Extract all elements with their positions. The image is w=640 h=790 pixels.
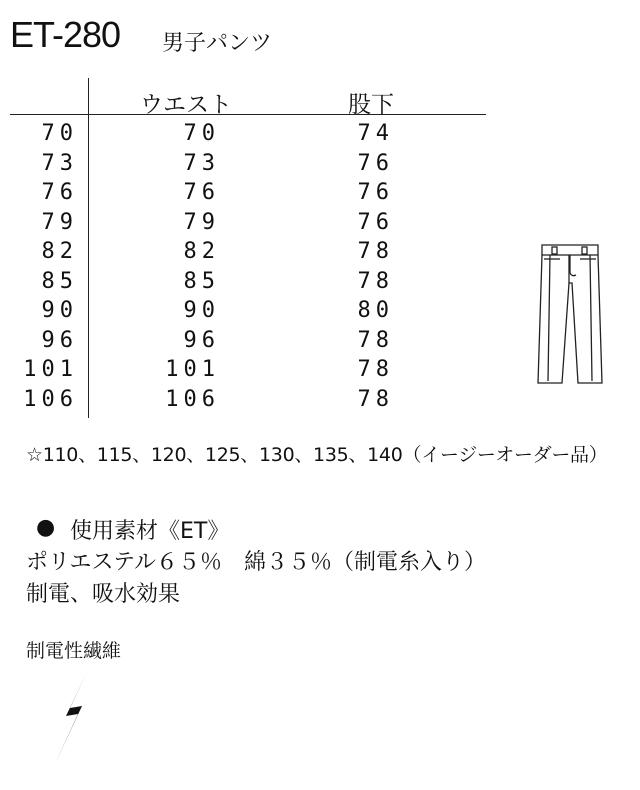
waist-cell: 101 <box>165 357 220 382</box>
extra-sizes-note: ☆110、115、120、125、130、135、140（イージーオーダー品） <box>26 444 608 466</box>
bullet: ● <box>36 515 56 540</box>
inseam-cell: 76 <box>357 150 394 176</box>
material-composition: ポリエステル６５％ 綿３５％（制電糸入り） <box>26 550 487 575</box>
size-cell: 76 <box>41 180 78 205</box>
column-header-inseam: 股下 <box>348 92 394 118</box>
size-cell: 73 <box>41 150 78 176</box>
waist-cell: 82 <box>183 239 220 264</box>
inseam-cell: 78 <box>357 386 394 412</box>
waist-cell: 85 <box>183 268 220 294</box>
size-cell: 70 <box>41 121 78 146</box>
waist-cell: 96 <box>183 327 220 353</box>
inseam-cell: 78 <box>357 357 394 382</box>
size-cell: 82 <box>41 239 78 264</box>
material-features: 制電、吸水効果 <box>26 582 181 607</box>
inseam-cell: 78 <box>357 268 394 294</box>
table-column-divider <box>88 78 89 418</box>
waist-cell: 90 <box>183 298 220 323</box>
waist-cell: 106 <box>165 386 220 412</box>
inseam-cell: 78 <box>357 239 394 264</box>
size-cell: 96 <box>41 327 78 353</box>
table-header-divider <box>10 114 486 115</box>
size-cell: 106 <box>23 386 78 412</box>
waist-cell: 76 <box>183 180 220 205</box>
inseam-cell: 74 <box>357 121 394 146</box>
size-cell: 90 <box>41 298 78 323</box>
material-title: 使用素材《ET》 <box>70 519 230 544</box>
antistatic-label: 制電性繊維 <box>26 640 122 662</box>
size-cell: 85 <box>41 268 78 294</box>
inseam-cell: 78 <box>357 327 394 353</box>
inseam-cell: 76 <box>357 209 394 235</box>
column-header-waist: ウエスト <box>140 92 232 118</box>
lightning-bolt-icon <box>48 668 104 768</box>
waist-cell: 73 <box>183 150 220 176</box>
inseam-cell: 80 <box>357 298 394 323</box>
size-cell: 79 <box>41 209 78 235</box>
product-type: 男子パンツ <box>162 31 273 56</box>
inseam-cell: 76 <box>357 180 394 205</box>
waist-cell: 79 <box>183 209 220 235</box>
pants-icon <box>534 243 606 385</box>
waist-cell: 70 <box>183 121 220 146</box>
size-cell: 101 <box>23 357 78 382</box>
model-number: ET-280 <box>10 14 121 55</box>
